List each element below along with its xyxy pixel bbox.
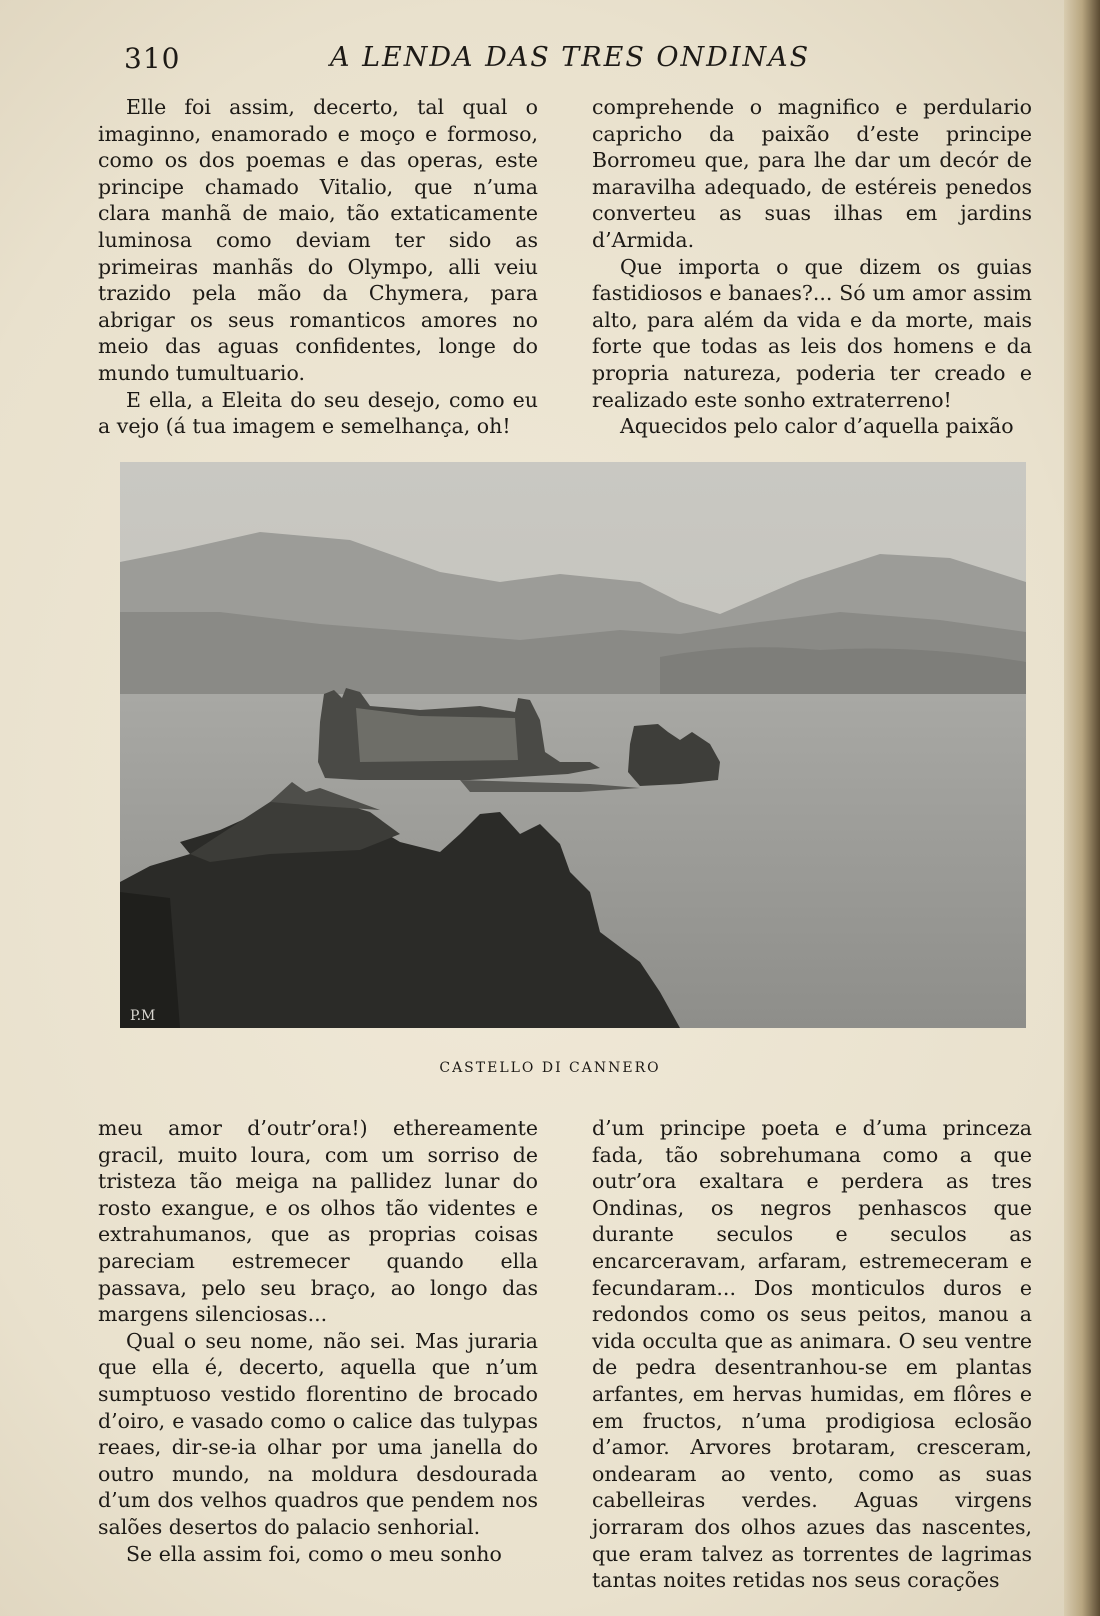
paragraph: Qual o seu nome, não sei. Mas juraria que ella é, decerto, aquella que n’um sumptuoso vestido florentino de brocado d’oiro, e vasado como o calice das tulypas reaes, dir-se-ia olhar por uma janella do outro mundo, na moldura desdourada d’um dos velhos quadros que pendem nos salões desertos do palacio senhorial. xyxy=(98,1328,538,1539)
column-top-right xyxy=(592,94,1032,440)
photo-monogram: P.M xyxy=(130,1008,156,1024)
column-top-left xyxy=(98,94,538,440)
page-number: 310 xyxy=(124,42,181,75)
paragraph: Aquecidos pelo calor d’aquella paixão xyxy=(620,414,1014,439)
book-binding-edge xyxy=(1064,0,1100,1616)
column-bottom-right xyxy=(592,1115,1032,1594)
paragraph: d’um principe poeta e d’uma princeza fada, tão sobrehumana como a que outr’ora exaltara e perdera as tres Ondinas, os negros penhascos que durante seculos e seculos as encarceravam, arfaram, estremeceram e fecundaram... Dos monticulos duros e redondos como os seus peitos, manou a vida occulta que as animara. O seu ventre de pedra desentranhou-se em plantas arfantes, em hervas humidas, em flôres e em fructos, n’uma prodigiosa eclosão d’amor. Arvores brotaram, cresceram, ondearam ao vento, como as suas cabelleiras verdes. Aguas virgens jorraram dos olhos azues das nascentes, que eram talvez as torrentes de lagrimas tantas noites retidas nos seus corações xyxy=(592,1116,1032,1593)
paragraph: meu amor d’outr’ora!) ethereamente gracil, muito loura, com um sorriso de tristeza tão meiga na pallidez lunar do rosto exangue, e os olhos tão videntes e extrahumanos, que as proprias coisas pareciam estremecer quando ella passava, pelo seu braço, ao longo das margens silenciosas... xyxy=(98,1116,538,1327)
paragraph: Que importa o que dizem os guias fastidiosos e banaes?... Só um amor assim alto, para além da vida e da morte, mais forte que todas as leis dos homens e da propria natureza, poderia ter creado e realizado este sonho extraterreno! xyxy=(592,254,1032,412)
figure-caption: CASTELLO DI CANNERO xyxy=(439,1060,661,1076)
running-head xyxy=(0,38,1100,78)
paragraph: Elle foi assim, decerto, tal qual o imaginno, enamorado e moço e formoso, como os dos poemas e das operas, este principe chamado Vitalio, que n’uma clara manhã de maio, tão extaticamente luminosa como deviam ter sido as primeiras manhãs do Olympo, alli veiu trazido pela mão da Chymera, para abrigar os seus romanticos amores no meio das aguas confidentes, longe do mundo tumultuario. xyxy=(98,95,538,385)
paragraph: E ella, a Eleita do seu desejo, como eu a vejo (á tua imagem e semelhança, oh! xyxy=(98,387,538,439)
column-bottom-left xyxy=(98,1115,538,1567)
paragraph: Se ella assim foi, como o meu sonho xyxy=(126,1541,502,1566)
paragraph: comprehende o magnifico e perdulario capricho da paixão d’este principe Borromeu que, para lhe dar um decór de maravilha adequado, de estéreis penedos converteu as suas ilhas em jardins d’Armida. xyxy=(592,95,1032,252)
running-title: A LENDA DAS TRES ONDINAS xyxy=(330,42,811,73)
castle-photograph xyxy=(120,462,1026,1028)
